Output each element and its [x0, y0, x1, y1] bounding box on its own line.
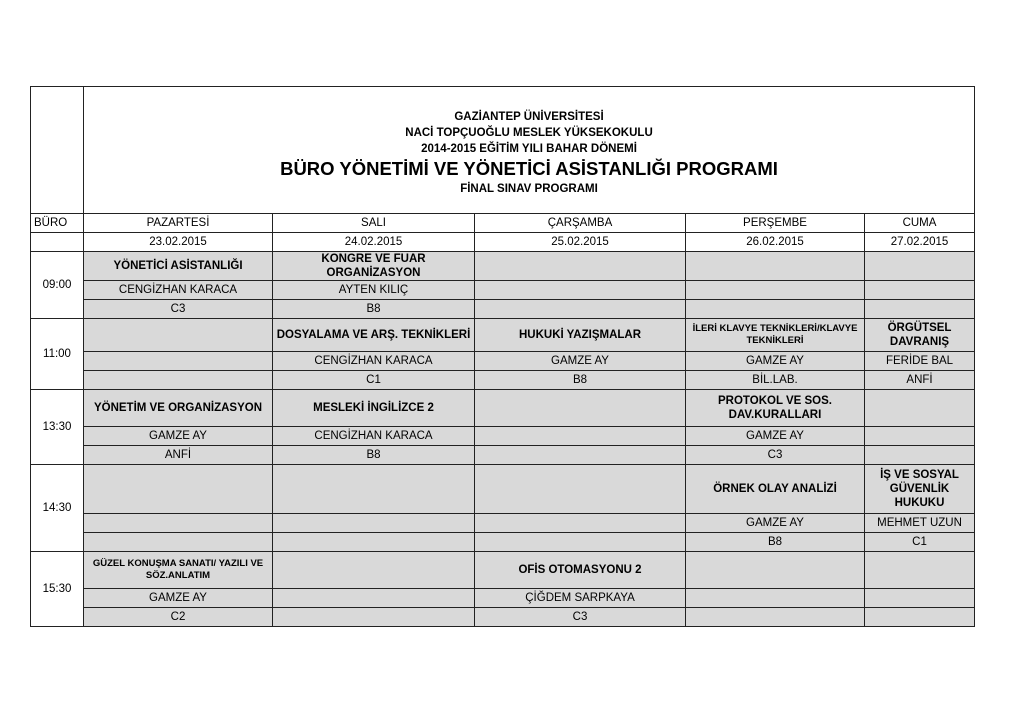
day-header: PERŞEMBE	[686, 214, 865, 233]
lecturer-row	[31, 281, 975, 300]
time-slot-label: 14:30	[31, 465, 84, 552]
course-name-cell: PROTOKOL VE SOS. DAV.KURALLARI	[686, 390, 865, 427]
header-cell	[84, 87, 975, 214]
lecturer-cell	[686, 281, 865, 300]
room-cell: C3	[686, 446, 865, 465]
time-slot-label: 09:00	[31, 252, 84, 319]
lecturer-cell: FERİDE BAL	[865, 352, 975, 371]
room-cell: ANFİ	[84, 446, 273, 465]
course-row	[31, 465, 975, 514]
room-cell: BİL.LAB.	[686, 371, 865, 390]
lecturer-cell: AYTEN KILIÇ	[273, 281, 475, 300]
lecturer-cell	[865, 589, 975, 608]
room-cell	[273, 608, 475, 627]
lecturer-cell	[475, 427, 686, 446]
course-name-cell: DOSYALAMA VE ARŞ. TEKNİKLERİ	[273, 319, 475, 352]
room-cell: B8	[273, 446, 475, 465]
course-name-cell: MESLEKİ İNGİLİZCE 2	[273, 390, 475, 427]
lecturer-cell	[84, 514, 273, 533]
day-header: ÇARŞAMBA	[475, 214, 686, 233]
lecturer-cell	[475, 514, 686, 533]
course-row	[31, 252, 975, 281]
room-cell	[865, 300, 975, 319]
course-row	[31, 319, 975, 352]
course-name-cell: GÜZEL KONUŞMA SANATI/ YAZILI VE SÖZ.ANLATIM	[84, 552, 273, 589]
room-cell	[475, 533, 686, 552]
time-slot-label: 15:30	[31, 552, 84, 627]
room-row	[31, 446, 975, 465]
course-name-cell	[865, 552, 975, 589]
lecturer-cell	[865, 427, 975, 446]
lecturer-row	[31, 589, 975, 608]
lecturer-cell	[865, 281, 975, 300]
lecturer-cell: GAMZE AY	[686, 352, 865, 371]
lecturer-cell: ÇİĞDEM SARPKAYA	[475, 589, 686, 608]
date-cell: 26.02.2015	[686, 233, 865, 252]
lecturer-cell	[273, 514, 475, 533]
lecturer-row	[31, 427, 975, 446]
course-name-cell	[475, 465, 686, 514]
corner-label: BÜRO	[31, 214, 84, 233]
time-slot-label: 13:30	[31, 390, 84, 465]
lecturer-cell	[273, 589, 475, 608]
course-name-cell: ÖRGÜTSEL DAVRANIŞ	[865, 319, 975, 352]
course-name-cell	[865, 390, 975, 427]
date-cell: 23.02.2015	[84, 233, 273, 252]
day-header-row	[31, 214, 975, 233]
room-cell	[84, 371, 273, 390]
program-title: BÜRO YÖNETİMİ VE YÖNETİCİ ASİSTANLIĞI PROGRAMI	[280, 158, 778, 179]
day-header: PAZARTESİ	[84, 214, 273, 233]
lecturer-cell	[84, 352, 273, 371]
course-name-cell: OFİS OTOMASYONU 2	[475, 552, 686, 589]
lecturer-cell: CENGİZHAN KARACA	[273, 352, 475, 371]
course-name-cell	[865, 252, 975, 281]
time-slot-label: 11:00	[31, 319, 84, 390]
lecturer-cell	[686, 589, 865, 608]
university-name: GAZİANTEP ÜNİVERSİTESİ	[454, 111, 604, 123]
term-label: 2014-2015 EĞİTİM YILI BAHAR DÖNEMİ	[421, 143, 637, 155]
course-row	[31, 552, 975, 589]
lecturer-cell: GAMZE AY	[686, 427, 865, 446]
date-row	[31, 233, 975, 252]
course-name-cell	[84, 465, 273, 514]
header-row	[31, 87, 975, 214]
course-row	[31, 390, 975, 427]
course-name-cell: KONGRE VE FUAR ORGANİZASYON	[273, 252, 475, 281]
course-name-cell	[686, 252, 865, 281]
course-name-cell: HUKUKİ YAZIŞMALAR	[475, 319, 686, 352]
room-cell	[475, 446, 686, 465]
school-name: NACİ TOPÇUOĞLU MESLEK YÜKSEKOKULU	[405, 127, 653, 139]
lecturer-cell: GAMZE AY	[475, 352, 686, 371]
room-cell: ANFİ	[865, 371, 975, 390]
room-cell: B8	[475, 371, 686, 390]
course-name-cell: İŞ VE SOSYAL GÜVENLİK HUKUKU	[865, 465, 975, 514]
date-cell: 25.02.2015	[475, 233, 686, 252]
room-row	[31, 300, 975, 319]
lecturer-cell: GAMZE AY	[84, 427, 273, 446]
room-cell: B8	[273, 300, 475, 319]
date-row-blank	[31, 233, 84, 252]
time-slots	[31, 252, 975, 627]
lecturer-cell: GAMZE AY	[84, 589, 273, 608]
room-cell	[865, 608, 975, 627]
room-cell: B8	[686, 533, 865, 552]
room-cell	[84, 533, 273, 552]
room-cell	[273, 533, 475, 552]
room-cell: C1	[865, 533, 975, 552]
course-name-cell	[84, 319, 273, 352]
header-left-blank	[31, 87, 84, 214]
room-row	[31, 608, 975, 627]
room-row	[31, 371, 975, 390]
room-cell	[686, 300, 865, 319]
course-name-cell	[475, 390, 686, 427]
room-row	[31, 533, 975, 552]
course-name-cell	[686, 552, 865, 589]
course-name-cell	[475, 252, 686, 281]
date-cell: 24.02.2015	[273, 233, 475, 252]
room-cell: C3	[475, 608, 686, 627]
course-name-cell: İLERİ KLAVYE TEKNİKLERİ/KLAVYE TEKNİKLERİ	[686, 319, 865, 352]
title-block	[84, 87, 974, 197]
lecturer-cell: CENGİZHAN KARACA	[273, 427, 475, 446]
date-cell: 27.02.2015	[865, 233, 975, 252]
lecturer-cell: MEHMET UZUN	[865, 514, 975, 533]
room-cell: C2	[84, 608, 273, 627]
room-cell: C1	[273, 371, 475, 390]
lecturer-row	[31, 352, 975, 371]
course-name-cell: ÖRNEK OLAY ANALİZİ	[686, 465, 865, 514]
course-name-cell: YÖNETİCİ ASİSTANLIĞI	[84, 252, 273, 281]
room-cell	[865, 446, 975, 465]
day-header: CUMA	[865, 214, 975, 233]
lecturer-cell: GAMZE AY	[686, 514, 865, 533]
course-name-cell	[273, 465, 475, 514]
lecturer-cell: CENGİZHAN KARACA	[84, 281, 273, 300]
exam-title: FİNAL SINAV PROGRAMI	[460, 183, 598, 195]
room-cell: C3	[84, 300, 273, 319]
room-cell	[475, 300, 686, 319]
lecturer-row	[31, 514, 975, 533]
room-cell	[686, 608, 865, 627]
course-name-cell: YÖNETİM VE ORGANİZASYON	[84, 390, 273, 427]
day-header: SALI	[273, 214, 475, 233]
lecturer-cell	[475, 281, 686, 300]
exam-schedule-table	[30, 86, 975, 627]
course-name-cell	[273, 552, 475, 589]
